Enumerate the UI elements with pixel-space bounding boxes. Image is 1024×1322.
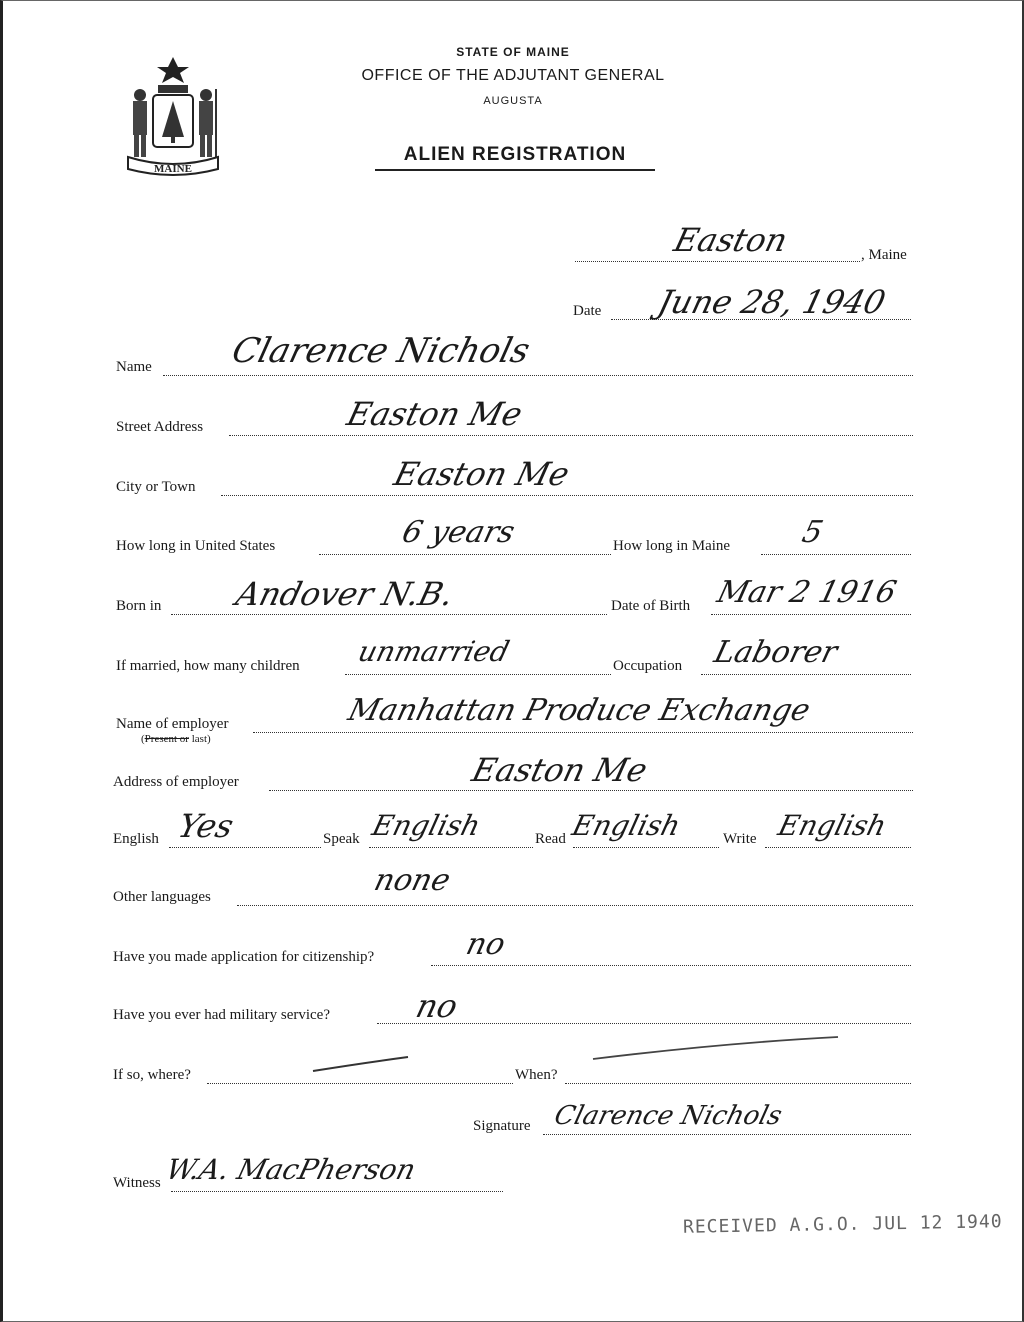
speak-label: Speak [323, 831, 360, 847]
write-value: English [774, 809, 890, 842]
date-value: June 28, 1940 [654, 283, 890, 321]
form-title: ALIEN REGISTRATION [403, 144, 627, 165]
english-line [169, 847, 321, 848]
born-in-line [171, 614, 607, 615]
english-label: English [113, 831, 159, 847]
other-languages-value: none [370, 863, 454, 898]
write-label: Write [723, 831, 757, 847]
occupation-label: Occupation [613, 658, 683, 674]
employer-line [253, 732, 913, 733]
street-line [229, 435, 913, 436]
signature-line [543, 1134, 911, 1135]
title-underline [375, 169, 655, 171]
military-line [377, 1023, 911, 1024]
english-value: Yes [174, 807, 238, 845]
employer-sub-present: Present or [144, 733, 189, 745]
other-languages-label: Other languages [113, 889, 211, 905]
how-long-us-value: 6 years [398, 515, 519, 550]
name-line [163, 375, 913, 376]
how-long-us-label: How long in United States [116, 538, 276, 554]
read-line [573, 847, 719, 848]
header-city: AUGUSTA [483, 95, 543, 107]
city-value: Easton Me [390, 455, 574, 493]
dob-line [711, 614, 911, 615]
city-label: City or Town [116, 479, 196, 495]
children-label: If married, how many children [116, 658, 300, 674]
employer-address-label: Address of employer [113, 774, 239, 790]
how-long-maine-label: How long in Maine [613, 538, 731, 554]
born-in-value: Andover N.B. [232, 575, 458, 613]
where-label: If so, where? [113, 1067, 191, 1083]
born-in-label: Born in [116, 598, 162, 614]
city-line [221, 495, 913, 496]
employer-address-value: Easton Me [468, 751, 652, 789]
street-label: Street Address [116, 419, 204, 435]
military-value: no [412, 987, 462, 1025]
employer-label: Name of employer [116, 716, 229, 732]
military-label: Have you ever had military service? [113, 1007, 330, 1023]
header-state: STATE OF MAINE [456, 45, 570, 59]
how-long-maine-line [761, 554, 911, 555]
witness-label: Witness [113, 1175, 161, 1191]
maine-state-seal-icon [118, 53, 228, 181]
how-long-us-line [319, 554, 611, 555]
children-value: unmarried [354, 635, 513, 668]
blank-dash-marks [303, 1033, 843, 1078]
employer-sub-last: last [191, 733, 207, 745]
where-line [207, 1083, 513, 1084]
when-label: When? [515, 1067, 558, 1083]
citizenship-line [431, 965, 911, 966]
witness-value: W.A. MacPherson [162, 1153, 420, 1186]
dob-label: Date of Birth [611, 598, 691, 614]
place-line [575, 261, 860, 262]
citizenship-label: Have you made application for citizenship? [113, 949, 375, 965]
speak-value: English [368, 809, 484, 842]
name-label: Name [116, 359, 152, 375]
name-value: Clarence Nichols [228, 331, 534, 371]
signature-label: Signature [473, 1118, 531, 1134]
speak-line [369, 847, 533, 848]
seal-banner: MAINE [154, 163, 192, 175]
write-line [765, 847, 911, 848]
when-line [565, 1083, 911, 1084]
how-long-maine-value: 5 [798, 515, 827, 550]
read-label: Read [535, 831, 566, 847]
signature-value: Clarence Nichols [551, 1101, 785, 1131]
read-value: English [568, 809, 684, 842]
children-line [345, 674, 611, 675]
employer-sublabel: (Present or last) [141, 733, 211, 745]
employer-value: Manhattan Produce Exchange [344, 693, 814, 728]
place-value: Easton [670, 221, 792, 259]
citizenship-value: no [462, 927, 509, 962]
dob-value: Mar 2 1916 [713, 575, 900, 610]
date-label: Date [573, 303, 602, 319]
header-office: OFFICE OF THE ADJUTANT GENERAL [361, 67, 665, 84]
street-value: Easton Me [343, 395, 527, 433]
witness-line [171, 1191, 503, 1192]
employer-address-line [269, 790, 913, 791]
occupation-value: Laborer [710, 635, 841, 670]
place-suffix: , Maine [861, 247, 907, 263]
occupation-line [701, 674, 911, 675]
other-languages-line [237, 905, 913, 906]
received-stamp: RECEIVED A.G.O. JUL 12 1940 [682, 1211, 1003, 1238]
